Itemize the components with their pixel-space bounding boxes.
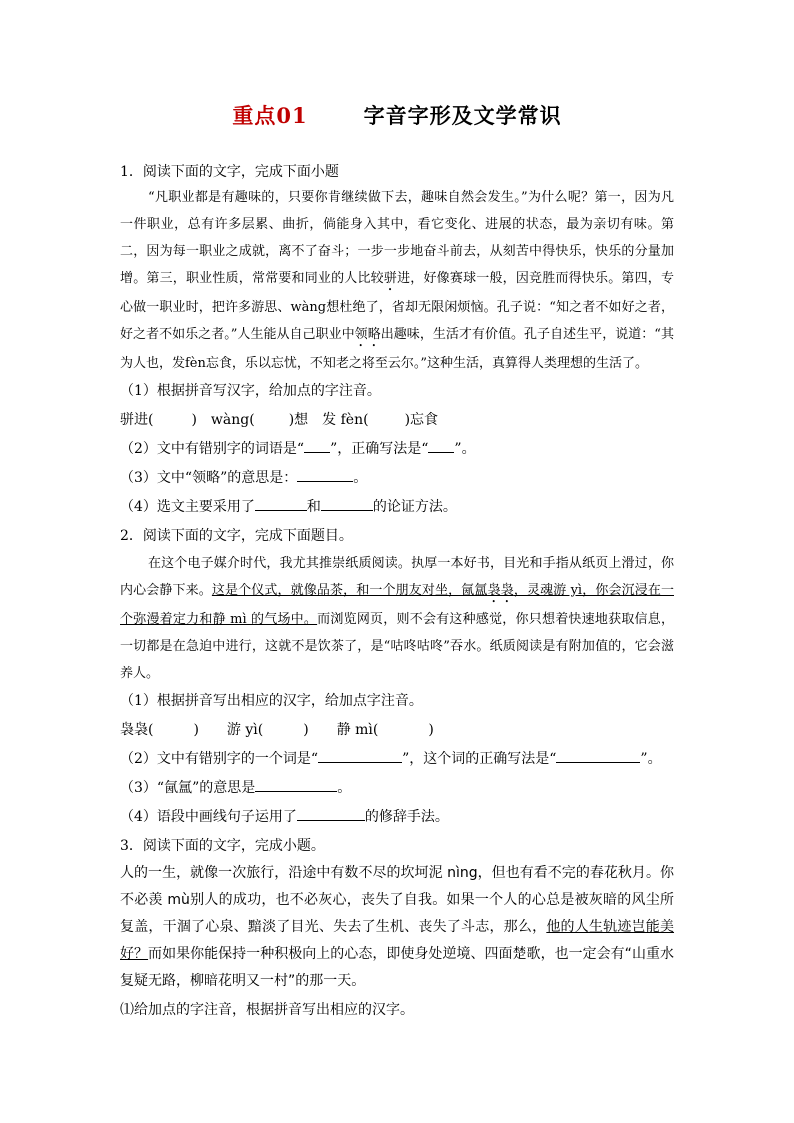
answer-blank[interactable] <box>255 496 307 511</box>
dotted-word: 袅袅 <box>487 583 514 598</box>
answer-blank[interactable] <box>297 806 365 821</box>
title-label: 重点01 <box>232 103 308 128</box>
dotted-word: 领略 <box>354 327 381 342</box>
answer-blank[interactable] <box>304 438 330 453</box>
answer-blank[interactable] <box>428 438 454 453</box>
answer-blank[interactable] <box>556 748 640 763</box>
answer-blank[interactable] <box>321 496 373 511</box>
q3-passage: 人的一生，就像一次旅行，沿途中有数不尽的坎坷泥 nìng，但也有看不完的春花秋月。你不必羡 mù别人的成功，也不必灰心，丧失了自我。如果一个人的心总是被灰暗的风尘所复盖，干涸了心泉、黯淡了目光、失去了生机、丧失了斗志，那么，他的人生轨迹岂能美好？而如果你能保持一种积极向上的心态，即使身处逆境、四面楚歌，也一定会有“山重水复疑无路，柳暗花明又一村”的那一天。 <box>120 865 675 989</box>
q3-heading: 3．阅读下面的文字，完成小题。 <box>120 838 325 854</box>
q2-sub4: （4）语段中画线句子运用了 的修辞手法。 <box>120 803 674 832</box>
q1-sub1: （1）根据拼音写汉字，给加点的字注音。 <box>120 383 381 399</box>
q2-sub3: （3）“氤氲”的意思是 。 <box>120 774 674 803</box>
q1-passage: “凡职业都是有趣味的，只要你肯继续做下去，趣味自然会发生。”为什么呢？第一，因为凡一件职业，总有许多层累、曲折，倘能身入其中，看它变化、进展的状态，最为亲切有味。第二，因为每一职业之成就，离不了奋斗；一步一步地奋斗前去，从刻苦中得快乐，快乐的分量加增。第三，职业性质，常常要和同业的人比较骈进，好像赛球一般，因竞胜而得快乐。第四，专心做一职业时，把许多游思、wàng想杜绝了，省却无限闲烦恼。孔子说：“知之者不如好之者，好之者不如乐之者。”人生能从自己职业中领略出趣味，生活才有价值。孔子自述生平，说道：“其为人也，发fèn忘食，乐以忘忧，不知老之将至云尔。”这种生活，真算得人类理想的生活了。 <box>120 190 674 371</box>
q2-heading: 2．阅读下面的文字，完成下面题目。 <box>120 528 353 544</box>
q2-passage: 在这个电子媒介时代，我尤其推崇纸质阅读。执厚一本好书，目光和手指从纸页上滑过，你内心会静下来。这是个仪式，就像品茶，和一个朋友对坐，氤氲袅袅，灵魂游 yì，你会沉浸在一个弥漫着定力和静 mì 的气场中。而浏览网页，则不会有这种感觉，你只想着快速地获取信息，一切都是在急迫中进行，这就不是饮茶了，是“咕咚咕咚”吞水。纸质阅读是有附加值的，它会滋养人。 <box>120 556 674 681</box>
q1-sub1-answers: 骈进( ) wàng( )想 发 fèn( )忘食 <box>120 412 439 428</box>
page-title <box>120 100 674 130</box>
q1-sub4: （4）选文主要采用了 和 的论证方法。 <box>120 493 674 522</box>
answer-blank[interactable] <box>255 777 337 792</box>
answer-blank[interactable] <box>297 467 353 482</box>
q1-sub2: （2）文中有错别字的词语是“ ”，正确写法是“ ”。 <box>120 435 674 464</box>
dotted-char: 骈 <box>383 271 398 286</box>
answer-blank[interactable] <box>318 748 402 763</box>
q2-sub2: （2）文中有错别字的一个词是“ ”，这个词的正确写法是“ ”。 <box>120 745 674 774</box>
title-text: 字音字形及文学常识 <box>363 103 562 128</box>
q1-sub3: （3）文中“领略”的意思是： 。 <box>120 464 674 493</box>
q1-heading: 1．阅读下面的文字，完成下面小题 <box>120 164 339 180</box>
q3-sub1: ⑴给加点的字注音，根据拼音写出相应的汉字。 <box>120 1002 414 1018</box>
q2-sub1: （1）根据拼音写出相应的汉字，给加点字注音。 <box>120 693 423 709</box>
q2-sub1-answers: 袅袅( ) 游 yì( ) 静 mì( ) <box>120 722 434 738</box>
